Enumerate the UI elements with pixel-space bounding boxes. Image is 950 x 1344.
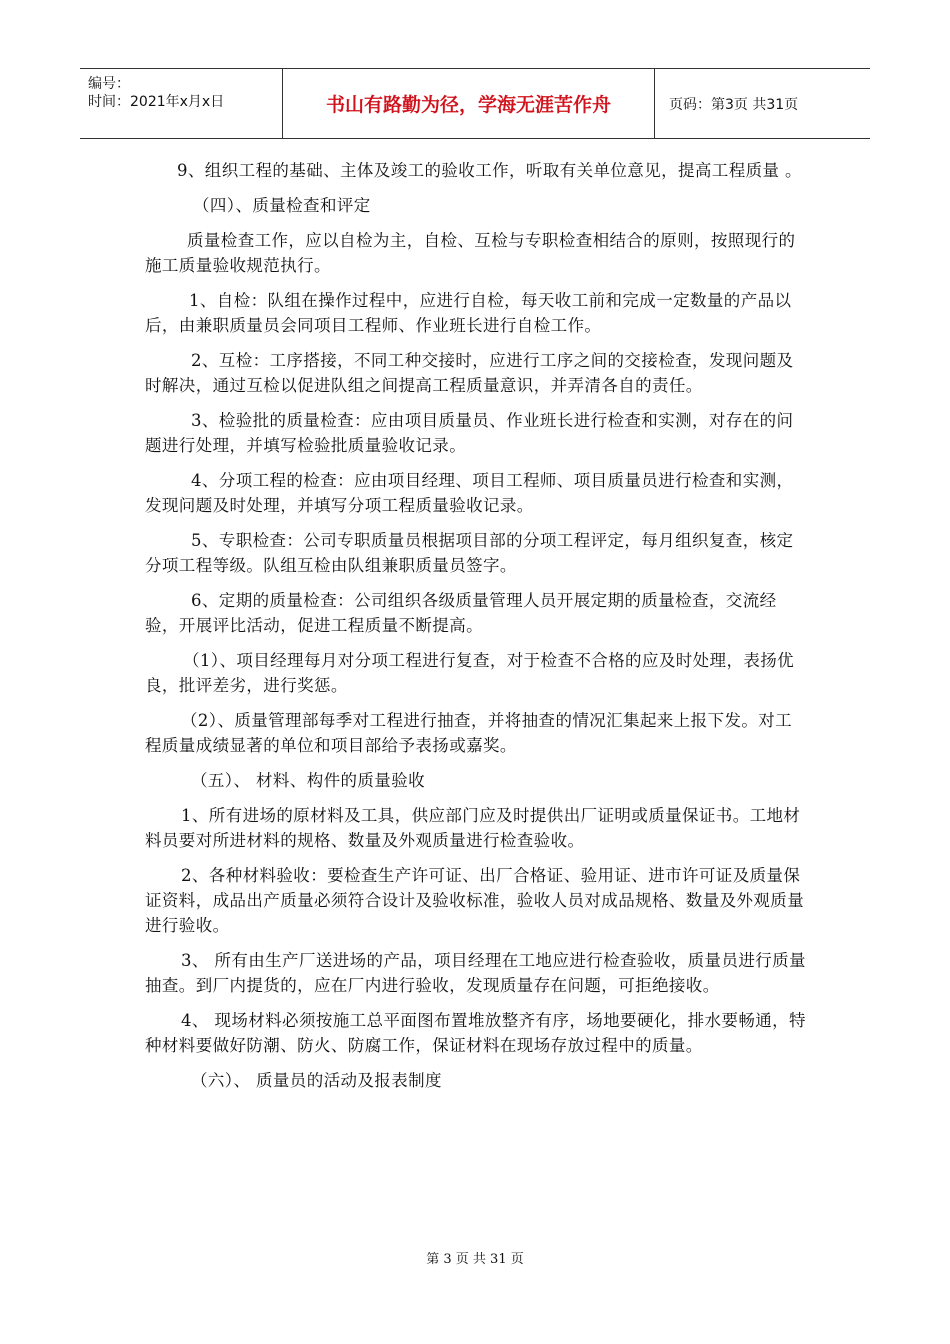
number-label: 编号： [88, 76, 130, 92]
header-meta [80, 69, 283, 138]
section-heading-4: （四）、质量检查和评定 [193, 196, 371, 215]
header-motto: 书山有路勤为径，学海无涯苦作舟 [283, 69, 655, 138]
page-footer: 第 3 页 共 31 页 [426, 1252, 524, 1267]
document-body [145, 158, 807, 1093]
time-label: 时间：2021年x月x日 [88, 94, 225, 110]
paragraph-item-9: 9、组织工程的基础、主体及竣工的验收工作，听取有关单位意见，提高工程质量 。 [177, 161, 802, 180]
paragraph-materials-2: 2、各种材料验收：要检查生产许可证、出厂合格证、验用证、进市许可证及质量保证资料，成品出产质量必须符合设计及验收标准，验收人员对成品规格、数量及外观质量进行验收。 [145, 866, 805, 935]
paragraph-materials-1: 1、所有进场的原材料及工具，供应部门应及时提供出厂证明或质量保证书。工地材料员要对所进材料的规格、数量及外观质量进行检查验收。 [145, 806, 801, 850]
paragraph-intro: 质量检查工作，应以自检为主，自检、互检与专职检查相结合的原则，按照现行的施工质量验收规范执行。 [145, 231, 796, 275]
paragraph-sub-1: （1）、项目经理每月对分项工程进行复查，对于检查不合格的应及时处理，表扬优良，批评差劣，进行奖惩。 [145, 651, 795, 695]
section-heading-5: （五）、 材料、构件的质量验收 [191, 771, 425, 790]
page-header [80, 68, 870, 139]
paragraph-batch-check: 3、检验批的质量检查：应由项目质量员、作业班长进行检查和实测，对存在的问题进行处理，并填写检验批质量验收记录。 [145, 411, 794, 455]
paragraph-mutual-check: 2、互检：工序搭接，不同工种交接时，应进行工序之间的交接检查，发现问题及时解决，通过互检以促进队组之间提高工程质量意识，并弄清各自的责任。 [145, 351, 794, 395]
paragraph-materials-4: 4、 现场材料必须按施工总平面图布置堆放整齐有序，场地要硬化，排水要畅通，特种材料要做好防潮、防火、防腐工作，保证材料在现场存放过程中的质量。 [145, 1011, 806, 1055]
paragraph-sub-2: （2）、质量管理部每季对工程进行抽查，并将抽查的情况汇集起来上报下发。对工程质量成绩显著的单位和项目部给予表扬或嘉奖。 [145, 711, 793, 755]
header-page-info: 页码：第3页 共31页 [669, 96, 799, 113]
paragraph-materials-3: 3、 所有由生产厂送进场的产品，项目经理在工地应进行检查验收，质量员进行质量抽查。到厂内提货的，应在厂内进行验收，发现质量存在问题，可拒绝接收。 [145, 951, 806, 995]
paragraph-periodic-check: 6、定期的质量检查：公司组织各级质量管理人员开展定期的质量检查，交流经验，开展评比活动，促进工程质量不断提高。 [145, 591, 777, 635]
section-heading-6: （六）、 质量员的活动及报表制度 [191, 1071, 442, 1090]
paragraph-dedicated-check: 5、专职检查：公司专职质量员根据项目部的分项工程评定，每月组织复查，核定分项工程等级。队组互检由队组兼职质量员签字。 [145, 531, 794, 575]
paragraph-subitem-check: 4、分项工程的检查：应由项目经理、项目工程师、项目质量员进行检查和实测，发现问题及时处理，并填写分项工程质量验收记录。 [145, 471, 794, 515]
paragraph-self-check: 1、自检：队组在操作过程中，应进行自检，每天收工前和完成一定数量的产品以后，由兼职质量员会同项目工程师、作业班长进行自检工作。 [145, 291, 792, 335]
